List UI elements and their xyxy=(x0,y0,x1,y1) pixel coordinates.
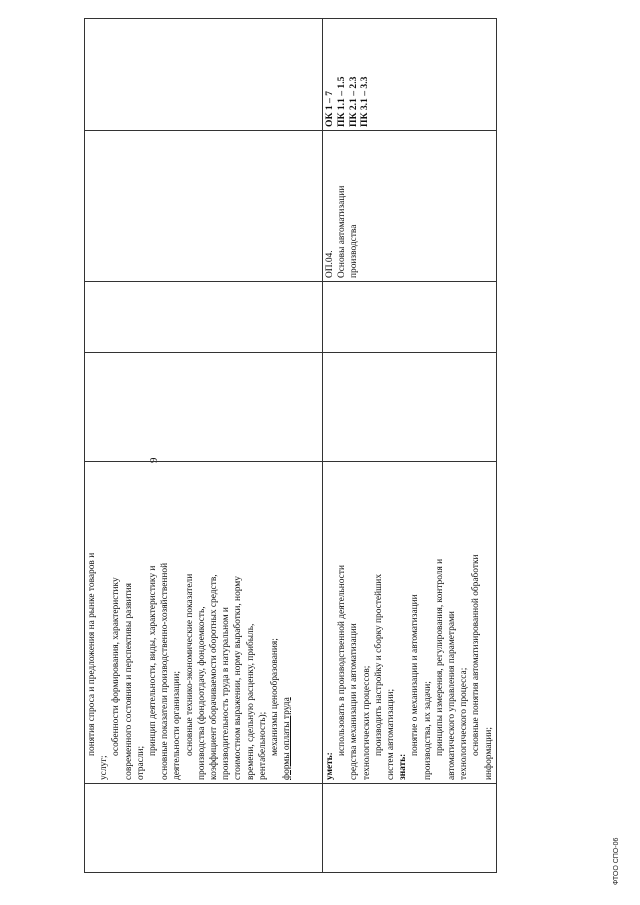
page-number: 9 xyxy=(148,457,160,463)
text-line: производства, их задачи; xyxy=(422,681,433,780)
text-line: принципы измерения, регулирования, контроля и xyxy=(434,558,445,756)
text-line: производства (фондоотдачу, фондоемкость, xyxy=(196,606,207,780)
table-cell-empty xyxy=(85,131,323,282)
curriculum-table xyxy=(84,18,497,873)
competency-code: ПК 3.1 – 3.3 xyxy=(359,76,371,127)
text-line: услуг; xyxy=(99,755,110,780)
text-line: рентабельность); xyxy=(257,711,268,780)
table-row xyxy=(323,19,497,873)
text-line: информации; xyxy=(483,726,494,780)
text-line: технологических процессов; xyxy=(361,665,372,780)
discipline-name: Основы автоматизации xyxy=(337,185,348,278)
text-line: понятия спроса и предложения на рынке товаров и xyxy=(87,552,97,756)
table-cell-empty xyxy=(85,19,323,131)
table-cell-empty xyxy=(323,784,497,873)
text-line: современного состояния и перспективы развития xyxy=(123,583,134,780)
text-line: особенности формирования, характеристику xyxy=(111,577,122,756)
text-line: производительность труда в натуральном и xyxy=(221,607,232,780)
skills-label: уметь: xyxy=(325,752,335,780)
text-line: основные технико-экономические показатели xyxy=(184,573,195,756)
form-code: ФТОО СПО-06 xyxy=(613,837,620,885)
text-line: формы оплаты труда xyxy=(282,697,293,780)
discipline-index: ОП.04. xyxy=(325,250,335,278)
discipline-name: производства xyxy=(349,224,360,278)
discipline-cell xyxy=(323,131,497,282)
text-line: систем автоматизации; xyxy=(386,688,397,780)
competencies-cell-top xyxy=(85,462,323,784)
text-line: автоматического управления параметрами xyxy=(447,611,458,780)
text-line: понятие о механизации и автоматизации xyxy=(410,594,421,756)
competency-code: ПК 1.1 – 1.5 xyxy=(335,76,347,127)
text-line: коэффициент оборачиваемости оборотных средств, xyxy=(209,574,220,780)
table-cell-empty xyxy=(323,353,497,462)
text-line: отрасли; xyxy=(135,745,146,780)
text-line: деятельности организации; xyxy=(172,671,183,780)
competency-code: ОК 1 – 7 xyxy=(324,90,335,127)
table-cell-empty xyxy=(85,784,323,873)
table-cell-empty xyxy=(323,282,497,353)
table-row xyxy=(85,19,323,873)
competency-codes-cell xyxy=(323,19,497,131)
table-cell-empty xyxy=(85,353,323,462)
table-cell-empty xyxy=(85,282,323,353)
text-line: принцип деятельности, виды, характеристику и xyxy=(148,565,159,756)
text-line: времени, сдельную расценку, прибыль, xyxy=(245,623,256,780)
text-line: технологического процесса; xyxy=(459,667,470,780)
text-line: средства механизации и автоматизации xyxy=(349,623,360,780)
text-line: использовать в производственной деятельности xyxy=(337,565,348,756)
text-line: основные показатели производственно-хозяйственной xyxy=(160,562,171,780)
competencies-cell-bottom xyxy=(323,462,497,784)
text-line: механизмы ценообразования; xyxy=(270,638,281,756)
text-line: стоимостном выражении, норму выработки, норму xyxy=(233,576,244,780)
text-line: основные понятия автоматизированной обработки xyxy=(471,554,482,756)
competency-code: ПК 2.1 – 2.3 xyxy=(347,76,359,127)
knowledge-label: знать: xyxy=(398,753,409,780)
text-line: производить настройку и сборку простейших xyxy=(373,573,384,756)
